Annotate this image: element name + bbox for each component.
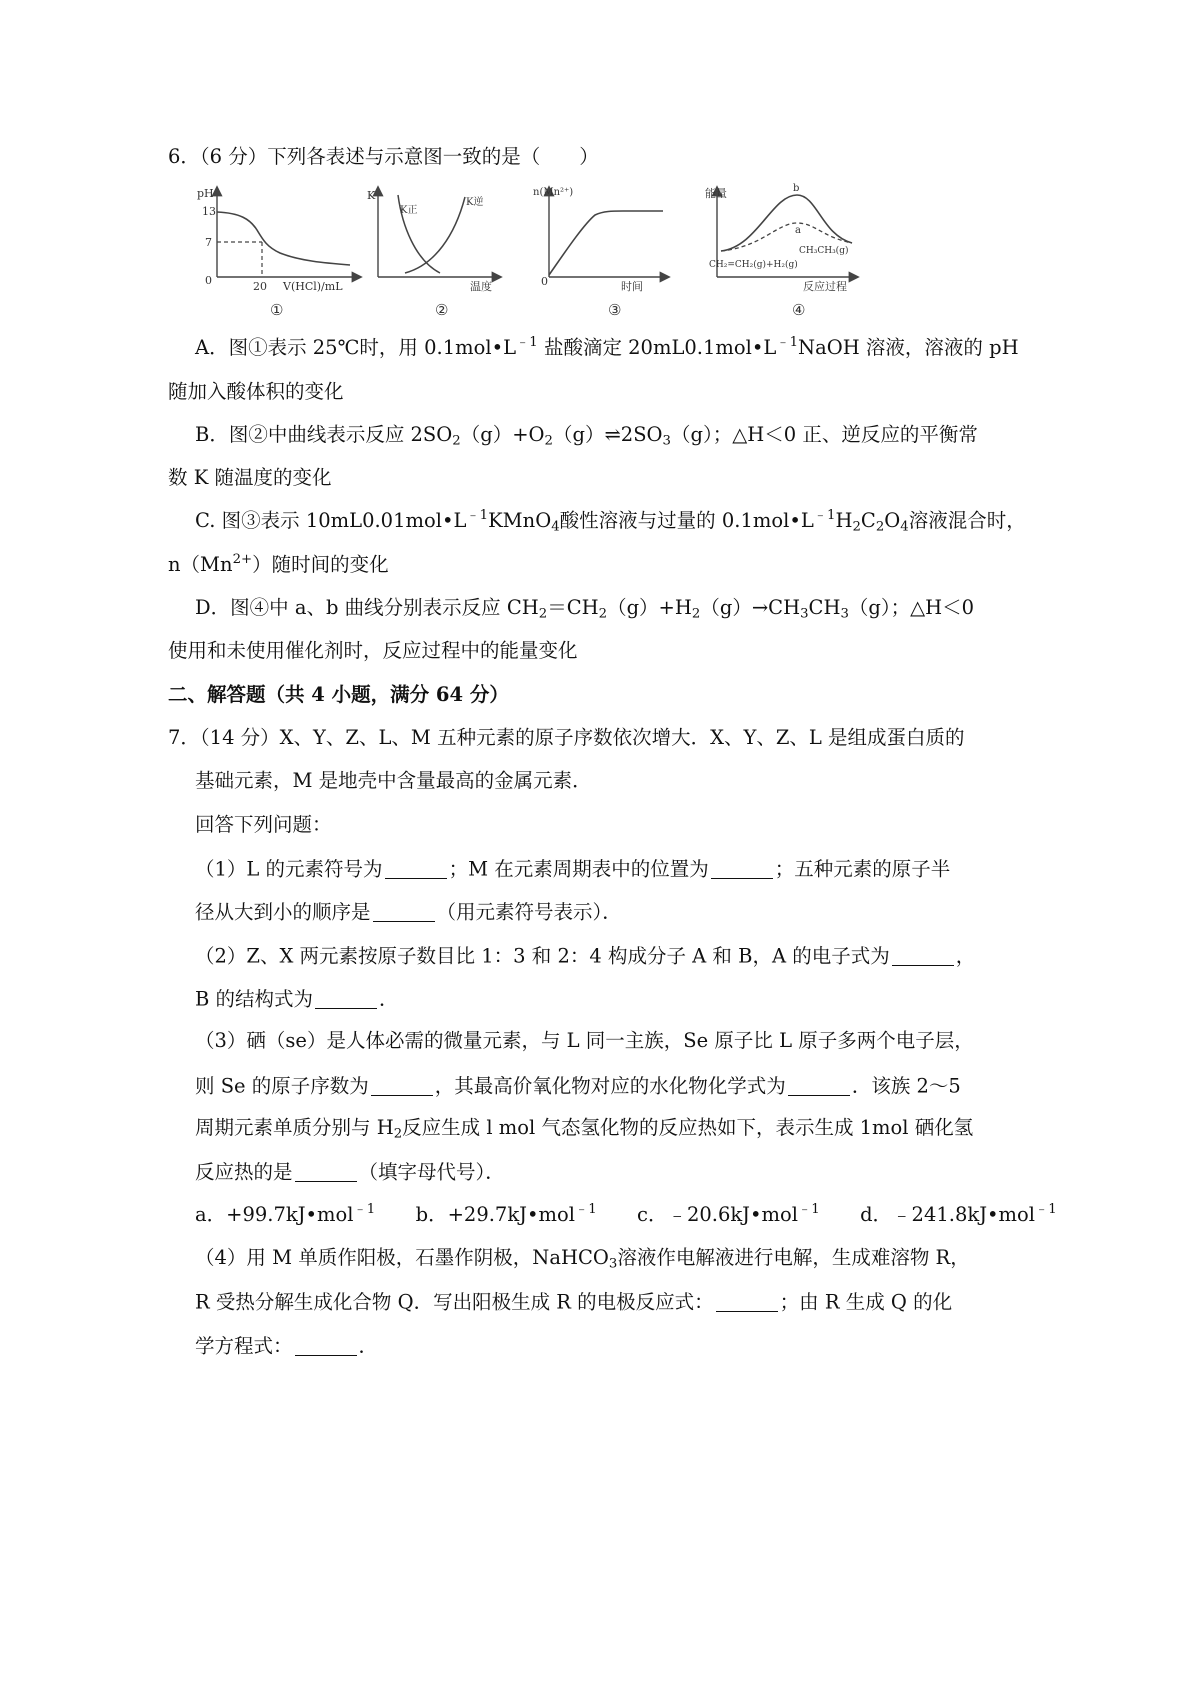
q6-option-a-line2: 随加入酸体积的变化 (168, 380, 344, 403)
answer-blank[interactable] (373, 901, 435, 922)
q7-part4-line1: （4）用 M 单质作阳极，石墨作阴极，NaHCO$_3$溶液作电解液进行电解，生成难溶物 R， (195, 1246, 970, 1272)
fig3-y-label: n(Mn²⁺) (533, 187, 574, 198)
fig1-x-label: V(HCl)/mL (283, 280, 343, 293)
fig4-product-label: CH₃CH₃(g) (799, 246, 849, 256)
q6-option-d-line2: 使用和未使用催化剂时，反应过程中的能量变化 (168, 639, 578, 662)
fig2-x-label: 温度 (470, 280, 492, 293)
fig4-reactant-label: CH₂=CH₂(g)+H₂(g) (709, 260, 798, 270)
answer-blank[interactable] (371, 1075, 433, 1096)
q7-part3-choices (195, 1202, 1057, 1226)
q6-stem: 6．（6 分）下列各表述与示意图一致的是（ ） (168, 145, 599, 168)
q6-option-a-line1: A．图①表示 25℃时，用 $0.1mol•L^{﹣1}$ 盐酸滴定 $20mL0.1mol•L^{﹣1}NaOH$ 溶液，溶液的 pH (195, 335, 1019, 359)
fig1-ytick-0: 0 (205, 274, 212, 287)
fig3-label: ③ (608, 301, 622, 319)
q7-part1-line1: （1）L 的元素符号为 ；M 在元素周期表中的位置为 ；五种元素的原子半 (195, 857, 951, 881)
fig1-y-label: pH (197, 187, 214, 200)
answer-blank[interactable] (295, 1161, 357, 1182)
answer-blank[interactable] (711, 858, 773, 879)
fig1-ytick-13: 13 (202, 205, 216, 218)
q6-option-c-line2: $n(Mn^{2+})$随时间的变化 (168, 552, 389, 576)
q6-option-c-line1: C. 图③表示 $10mL0.01mol•L^{﹣1}KMnO_4$酸性溶液与过量的 $0.1mol•L^{﹣1}H_2C_2O_4$溶液混合时， (195, 508, 1026, 535)
fig2-curve-label-reverse: K逆 (466, 197, 484, 208)
fig3-x-label: 时间 (621, 280, 643, 293)
q7-part4-line2: R 受热分解生成化合物 Q．写出阳极生成 R 的电极反应式： ；由 R 生成 Q 的化 (195, 1290, 953, 1314)
choice-a: a．+99.7kJ•mol$^{﹣1}$ (195, 1202, 376, 1226)
q7-line3: 回答下列问题： (195, 813, 332, 836)
figure-4 (707, 185, 867, 350)
fig2-y-label: K (367, 189, 376, 202)
q6-option-d-line1: D．图④中 a、b 曲线分别表示反应 $CH_2=CH_2(g)+H_2(g)\to CH_3CH_3(g)$；△H＜0 (195, 596, 975, 622)
q7-part3-line2: 则 Se 的原子序数为 ，其最高价氧化物对应的水化物化学式为 ．该族 2～5 (195, 1074, 961, 1098)
choice-b: b．+29.7kJ•mol$^{﹣1}$ (415, 1202, 597, 1226)
figure-3 (533, 185, 673, 350)
q7-line1: 7．（14 分）X、Y、Z、L、M 五种元素的原子序数依次增大．X、Y、Z、L 是组成蛋白质的 (168, 726, 965, 749)
q7-part3-line1: （3）硒（se）是人体必需的微量元素，与 L 同一主族，Se 原子比 L 原子多两个电子层， (195, 1029, 974, 1052)
q7-part4-line3: 学方程式： ． (195, 1334, 379, 1358)
fig2-curve-label-forward: K正 (400, 205, 418, 216)
answer-blank[interactable] (315, 988, 377, 1009)
q6-option-b-line1: B．图②中曲线表示反应 $2SO_2(g)+O_2(g)\rightleftharpoons 2SO_3(g)$；△H＜0 正、逆反应的平衡常 (195, 423, 978, 449)
q7-part3-line3: 周期元素单质分别与 $H_2$反应生成 l mol 气态氢化物的反应热如下，表示生成 1mol 硒化氢 (195, 1116, 974, 1142)
q7-part1-line2: 径从大到小的顺序是 （用元素符号表示）． (195, 900, 622, 924)
answer-blank[interactable] (385, 858, 447, 879)
fig4-x-label: 反应过程 (803, 280, 847, 293)
answer-blank[interactable] (788, 1075, 850, 1096)
choice-d: d．﹣241.8kJ•mol$^{﹣1}$ (860, 1202, 1057, 1226)
figure-2 (367, 185, 505, 350)
fig4-y-label: 能量 (705, 187, 727, 200)
fig1-ytick-7: 7 (205, 236, 212, 249)
fig2-label: ② (435, 301, 449, 319)
q6-figures (195, 185, 965, 350)
section-2-title: 二、解答题（共 4 小题，满分 64 分） (168, 683, 509, 706)
fig4-curve-label-b: b (793, 183, 800, 194)
figure-1 (195, 185, 365, 350)
fig3-origin: 0 (541, 275, 548, 288)
answer-blank[interactable] (892, 945, 954, 966)
fig4-label: ④ (792, 301, 806, 319)
fig4-curve-label-a: a (795, 225, 801, 236)
q7-part2-line1: （2）Z、X 两元素按原子数目比 1：3 和 2：4 构成分子 A 和 B，A 的电子式为 ， (195, 944, 976, 968)
q6-option-b-line2: 数 K 随温度的变化 (168, 466, 332, 489)
q7-line2: 基础元素，M 是地壳中含量最高的金属元素． (195, 769, 592, 792)
fig1-xtick-20: 20 (253, 280, 267, 293)
answer-blank[interactable] (295, 1335, 357, 1356)
answer-blank[interactable] (716, 1291, 778, 1312)
q7-part2-line2: B 的结构式为 ． (195, 987, 399, 1011)
fig1-label: ① (270, 301, 284, 319)
choice-c: c．﹣20.6kJ•mol$^{﹣1}$ (637, 1202, 820, 1226)
q7-part3-line4: 反应热的是 （填字母代号）． (195, 1160, 505, 1184)
